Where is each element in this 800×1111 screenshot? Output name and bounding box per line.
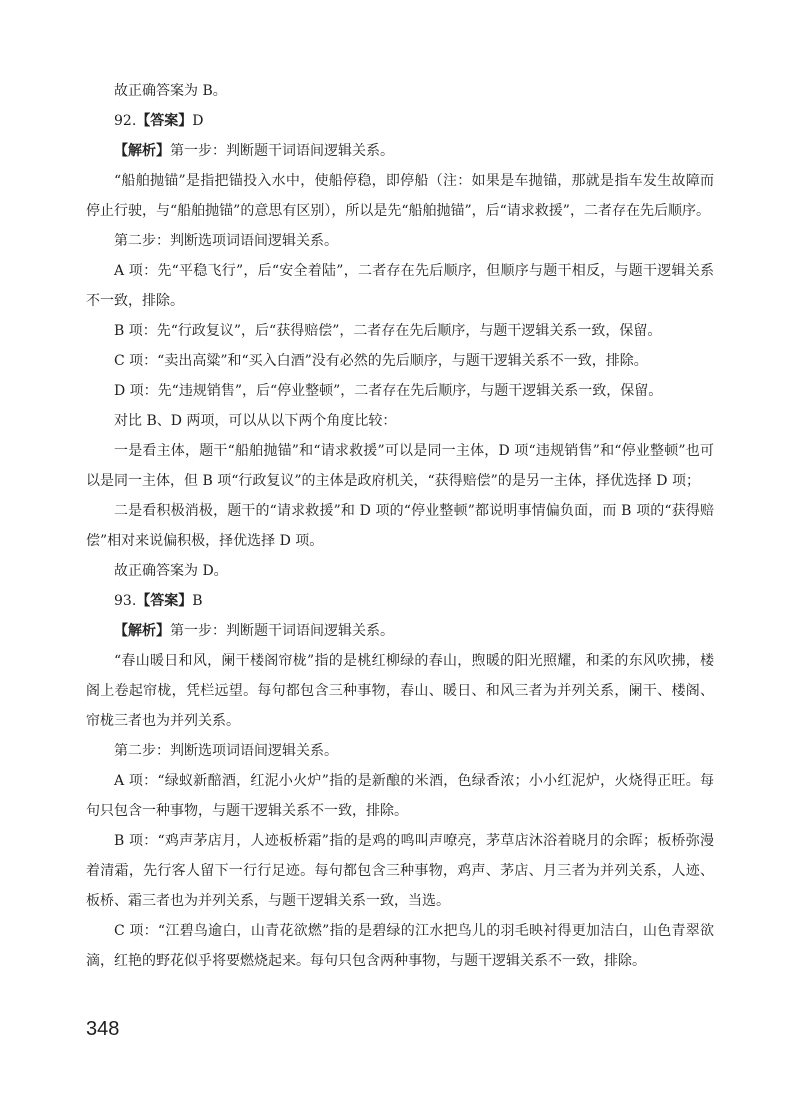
q93-analysis-label: 【解析】 xyxy=(114,623,170,639)
q93-option-b: B 项：“鸡声茅店月，人迹板桥霜”指的是鸡的鸣叫声嘹亮，茅草店沐浴着晓月的余晖；板桥弥漫着清霜，先行客人留下一行行足迹。每句都包含三种事物，鸡声、茅店、月三者为并列关系，人迹、板桥、霜三者也为并列关系，与题干逻辑关系一致，当选。 xyxy=(86,833,714,909)
previous-conclusion: 故正确答案为 B。 xyxy=(114,83,227,99)
q92-answer-line xyxy=(86,106,714,136)
q92-step1: 【解析】第一步：判断题干词语间逻辑关系。 xyxy=(114,143,394,159)
document-body xyxy=(86,76,714,976)
q93-step2: 第二步：判断选项词语间逻辑关系。 xyxy=(114,743,338,759)
q93-stem-explanation: “春山暖日和风，阑干楼阁帘栊”指的是桃红柳绿的春山，煦暖的阳光照耀，和柔的东风吹拂，楼阁上卷起帘栊，凭栏远望。每句都包含三种事物，春山、暖日、和风三者为并列关系，阑干、楼阁、帘栊三者也为并列关系。 xyxy=(86,653,714,729)
q92-option-b: B 项：先“行政复议”，后“获得赔偿”，二者存在先后顺序，与题干逻辑关系一致，保留。 xyxy=(114,323,662,339)
q93-step1: 【解析】第一步：判断题干词语间逻辑关系。 xyxy=(114,623,394,639)
q93-option-c: C 项：“江碧鸟逾白，山青花欲燃”指的是碧绿的江水把鸟儿的羽毛映衬得更加洁白，山色青翠欲滴，红艳的野花似乎将要燃烧起来。每句只包含两种事物，与题干逻辑关系不一致，排除。 xyxy=(86,923,714,969)
q93-option-a: A 项：“绿蚁新醅酒，红泥小火炉”指的是新酿的米酒，色绿香浓；小小红泥炉，火烧得正旺。每句只包含一种事物，与题干逻辑关系不一致，排除。 xyxy=(86,773,714,819)
q93-number: 93. xyxy=(114,593,137,609)
q92-step2: 第二步：判断选项词语间逻辑关系。 xyxy=(114,233,338,249)
q92-number: 92. xyxy=(114,113,137,129)
q92-compare-subject: 一是看主体，题干“船舶抛锚”和“请求救援”可以是同一主体，D 项“违规销售”和“停业整顿”也可以是同一主体，但 B 项“行政复议”的主体是政府机关，“获得赔偿”的是另一主体，择优选择 D 项； xyxy=(86,443,714,489)
q93-answer-line xyxy=(86,586,714,616)
q92-compare-attitude: 二是看积极消极，题干的“请求救援”和 D 项的“停业整顿”都说明事情偏负面，而 B 项的“获得赔偿”相对来说偏积极，择优选择 D 项。 xyxy=(86,503,714,549)
q92-answer: D xyxy=(192,113,204,129)
q92-compare-intro: 对比 B、D 两项，可以从以下两个角度比较： xyxy=(114,413,397,429)
q92-answer-label: 【答案】 xyxy=(136,113,193,129)
q92-option-a: A 项：先“平稳飞行”，后“安全着陆”，二者存在先后顺序，但顺序与题干相反，与题干逻辑关系不一致，排除。 xyxy=(86,263,714,309)
q92-option-d: D 项：先“违规销售”，后“停业整顿”，二者存在先后顺序，与题干逻辑关系一致，保留。 xyxy=(114,383,663,399)
q93-answer-label: 【答案】 xyxy=(136,593,193,609)
q92-stem-explanation: “船舶抛锚”是指把锚投入水中，使船停稳，即停船（注：如果是车抛锚，那就是指车发生故障而停止行驶，与“船舶抛锚”的意思有区别），所以是先“船舶抛锚”，后“请求救援”，二者存在先后顺序。 xyxy=(86,173,714,219)
q92-option-c: C 项：“卖出高粱”和“买入白酒”没有必然的先后顺序，与题干逻辑关系不一致，排除。 xyxy=(114,353,648,369)
q92-conclusion: 故正确答案为 D。 xyxy=(114,563,228,579)
q92-analysis-label: 【解析】 xyxy=(114,143,170,159)
q93-answer: B xyxy=(192,593,203,609)
page-number: 348 xyxy=(86,1018,120,1040)
